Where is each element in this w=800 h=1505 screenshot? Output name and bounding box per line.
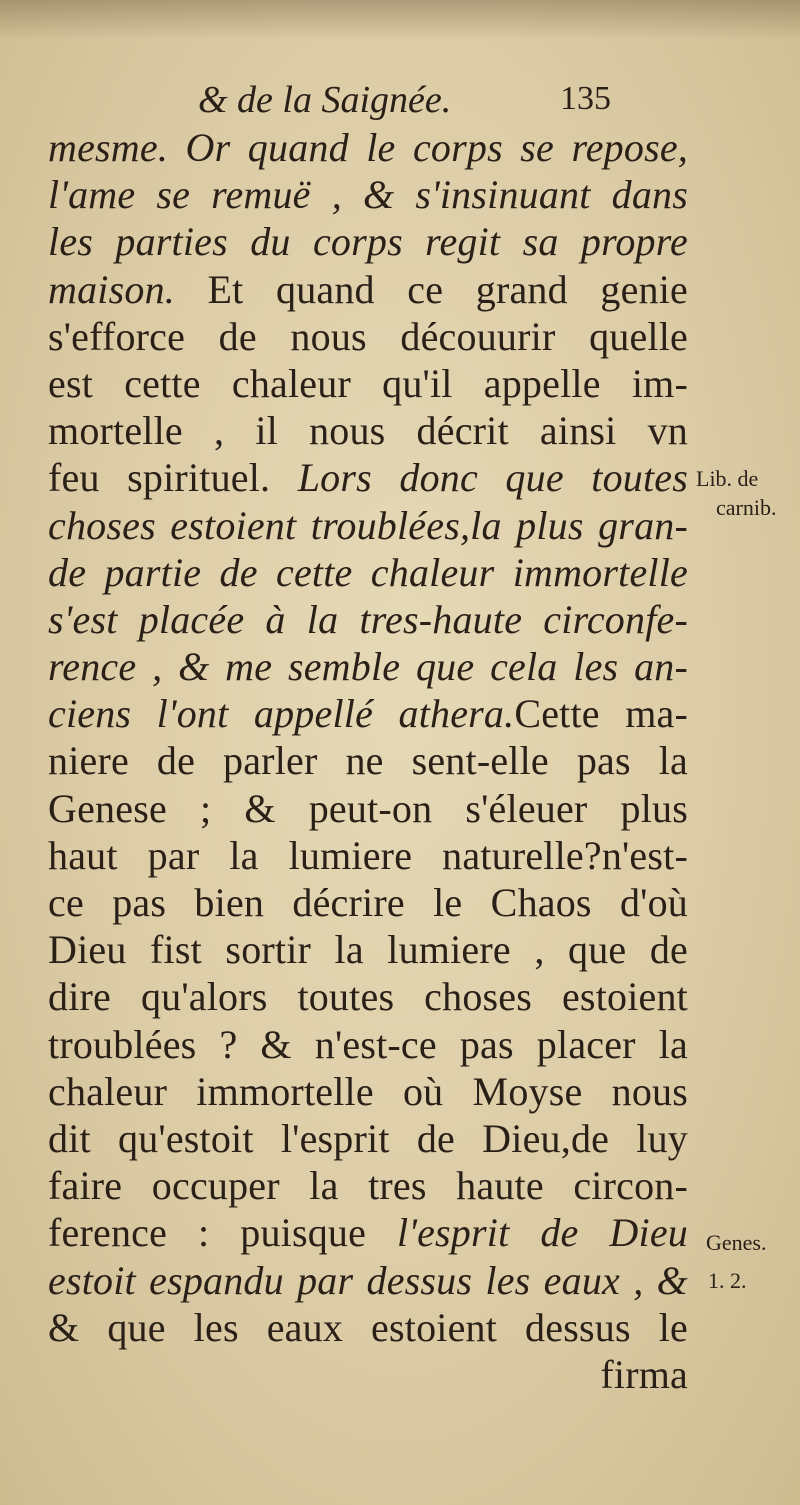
text-line xyxy=(48,832,688,879)
text-segment: ce pas bien décrire le Chaos d'où xyxy=(48,880,688,925)
text-line xyxy=(48,690,688,737)
text-segment: Cette ma- xyxy=(514,691,688,737)
text-line xyxy=(48,1068,688,1115)
text-line xyxy=(48,1162,688,1209)
italic-text-segment: mesme. Or quand le corps se repose, xyxy=(48,125,688,170)
italic-text-segment: l'esprit de Dieu xyxy=(397,1210,688,1256)
text-segment: troublées ? & n'est-ce pas placer la xyxy=(48,1021,688,1067)
text-line xyxy=(48,879,688,926)
italic-text-segment: ciens l'ont appellé athera. xyxy=(48,691,515,737)
text-line xyxy=(48,1115,688,1162)
text-line xyxy=(48,171,688,218)
italic-text-segment: Lors donc que toutes xyxy=(297,455,689,501)
text-line xyxy=(48,218,688,265)
italic-text-segment: estoit espandu par dessus les eaux , & xyxy=(48,1257,688,1303)
italic-text-segment: l'ame se remuë , & s'insinuant dans xyxy=(48,172,688,218)
text-segment: firma xyxy=(600,1351,688,1397)
text-line xyxy=(48,1351,688,1398)
text-segment: s'efforce de nous découurir quelle xyxy=(48,313,688,359)
text-segment: dit qu'estoit l'esprit de Dieu,de luy xyxy=(48,1115,688,1161)
text-line xyxy=(48,549,688,596)
text-line xyxy=(48,737,688,784)
text-line xyxy=(48,266,688,313)
text-line xyxy=(48,785,688,832)
text-segment: haut par la lumiere naturelle?n'est- xyxy=(48,832,688,878)
page-header xyxy=(48,78,688,124)
italic-text-segment: les parties du corps regit sa propre xyxy=(48,219,688,265)
text-line xyxy=(48,502,688,549)
margin-note-chapter-ref: 1. 2. xyxy=(708,1268,747,1293)
text-segment: ference : puisque xyxy=(48,1210,398,1256)
margin-note-lib-de: Lib. de xyxy=(696,466,759,491)
text-line xyxy=(48,407,688,454)
text-segment: est cette chaleur qu'il appelle im- xyxy=(48,360,688,406)
text-segment: chaleur immortelle où Moyse nous xyxy=(48,1068,688,1114)
text-segment: dire qu'alors toutes choses estoient xyxy=(48,974,688,1020)
text-segment: Dieu fist sortir la lumiere , que de xyxy=(48,927,688,973)
text-line xyxy=(48,124,688,171)
text-line xyxy=(48,973,688,1020)
text-line xyxy=(48,596,688,643)
body-text xyxy=(48,124,688,1398)
italic-text-segment: s'est placée à la tres-haute circonfe- xyxy=(48,596,688,642)
text-line xyxy=(48,1304,688,1351)
italic-text-segment: choses estoient troublées,la plus gran- xyxy=(48,502,688,548)
text-segment: niere de parler ne sent-elle pas la xyxy=(48,738,688,784)
text-line xyxy=(48,1257,688,1304)
text-line xyxy=(48,643,688,690)
italic-text-segment: de partie de cette chaleur immortelle xyxy=(48,549,688,595)
italic-text-segment: maison. xyxy=(48,266,175,312)
text-segment: Genese ; & peut-on s'éleuer plus xyxy=(48,785,688,831)
text-line xyxy=(48,1021,688,1068)
text-segment: faire occuper la tres haute circon- xyxy=(48,1163,688,1209)
margin-note-carnib: carnib. xyxy=(716,495,777,520)
text-line xyxy=(48,360,688,407)
page-number: 135 xyxy=(560,80,611,117)
margin-note-genes: Genes. xyxy=(706,1230,767,1255)
text-line xyxy=(48,454,688,501)
text-segment: mortelle , il nous décrit ainsi vn xyxy=(48,408,688,454)
text-line xyxy=(48,926,688,973)
page-edge-shadow xyxy=(0,0,800,40)
running-head: & de la Saignée. xyxy=(198,79,452,121)
text-block xyxy=(48,78,688,1398)
italic-text-segment: rence , & me semble que cela les an- xyxy=(48,644,688,690)
text-segment: & que les eaux estoient dessus le xyxy=(48,1304,688,1350)
text-line xyxy=(48,313,688,360)
text-segment: Et quand ce grand genie xyxy=(174,266,688,312)
text-line xyxy=(48,1209,688,1256)
text-segment: feu spirituel. xyxy=(48,455,298,501)
